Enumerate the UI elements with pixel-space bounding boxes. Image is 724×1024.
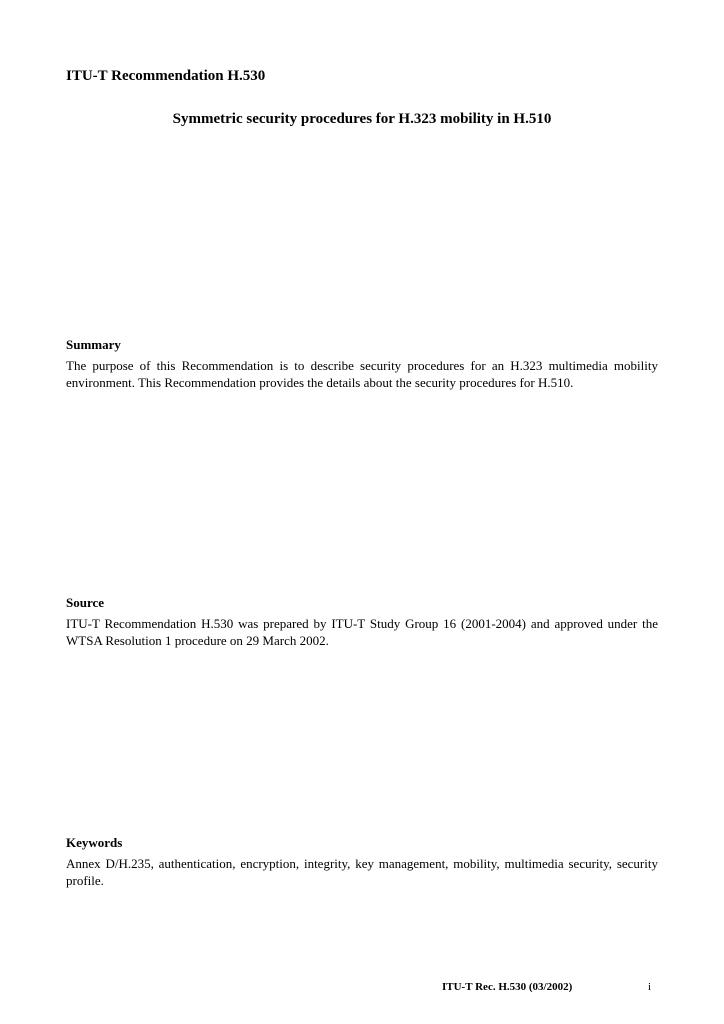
source-text: ITU-T Recommendation H.530 was prepared by ITU-T Study Group 16 (2001-2004) and approved under the WTSA Resolution 1 procedure on 29 March 2002. (66, 616, 658, 648)
recommendation-title: ITU-T Recommendation H.530 (66, 68, 266, 84)
summary-section (66, 336, 658, 391)
page-number: i (648, 981, 652, 993)
source-section (66, 594, 658, 649)
source-heading: Source (66, 595, 105, 610)
document-subtitle: Symmetric security procedures for H.323 mobility in H.510 (172, 111, 552, 127)
keywords-text: Annex D/H.235, authentication, encryption, integrity, key management, mobility, multimedia security, security profile. (66, 856, 658, 888)
summary-heading: Summary (66, 337, 121, 352)
page-footer (0, 979, 724, 997)
summary-text: The purpose of this Recommendation is to describe security procedures for an H.323 multimedia mobility environment. This Recommendation provides the details about the security procedures for H.510. (66, 358, 658, 390)
keywords-section (66, 834, 658, 889)
keywords-heading: Keywords (66, 835, 123, 850)
footer-reference: ITU-T Rec. H.530 (03/2002) (442, 981, 573, 993)
